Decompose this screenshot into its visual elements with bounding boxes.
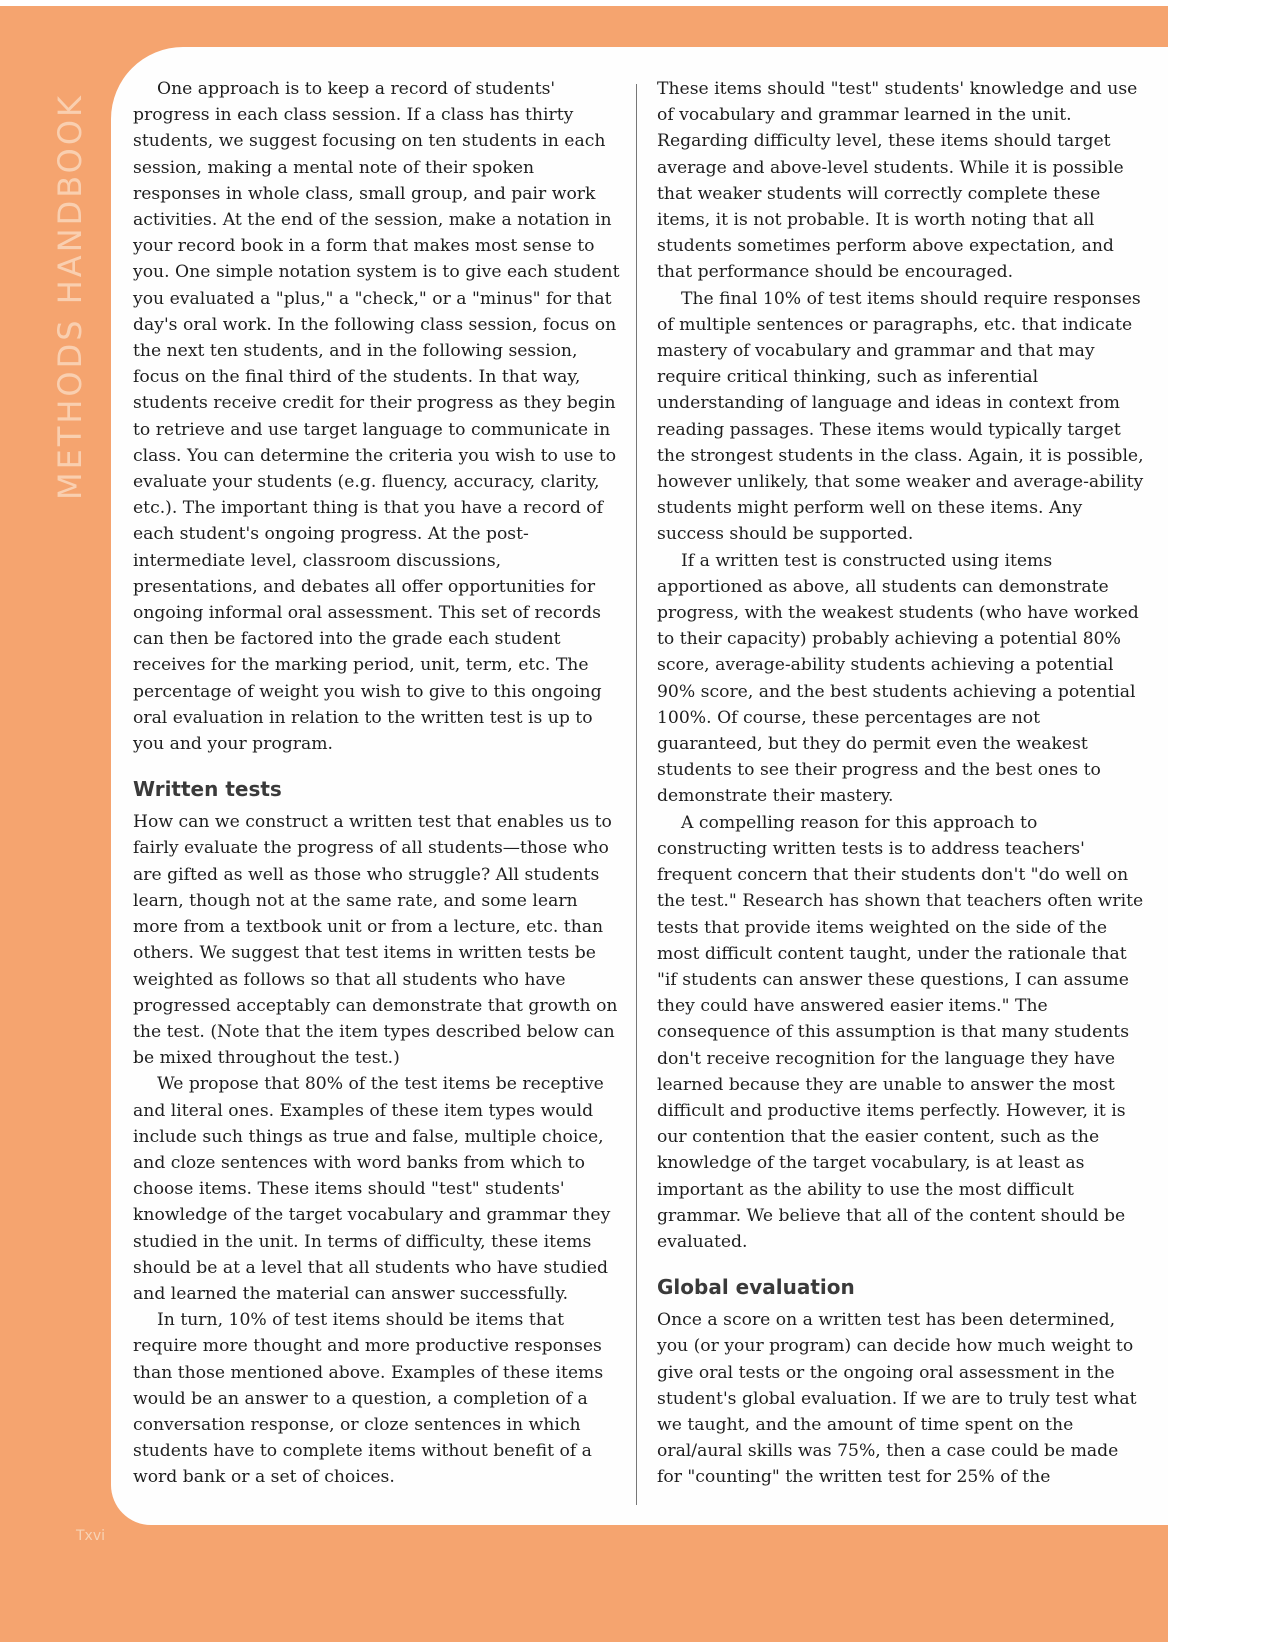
page-number: Txvi	[76, 1528, 106, 1544]
side-title: METHODS HANDBOOK	[51, 92, 89, 500]
right-paragraph-4: A compelling reason for this approach to constructing written tests is to address teachers' frequent concern that their students don't "do well on the test." Research has shown that teachers often write tests that provide items weighted on the side of the most difficult content taught, under the rationale that "if students can answer these questions, I can assume they could have answered easier items." The consequence of this assumption is that many students don't receive recognition for the language they have learned because they are unable to answer the most difficult and productive items perfectly. However, it is our contention that the easier content, such as the knowledge of the target vocabulary, is at least as important as the ability to use the most difficult grammar. We believe that all of the content should be evaluated.	[657, 812, 1144, 1252]
written-tests-heading: Written tests	[133, 777, 282, 802]
right-column	[657, 76, 1147, 1491]
right-paragraph-3: If a written test is constructed using items apportioned as above, all students can demonstrate progress, with the weakest students (who have worked to their capacity) probably achieving a potential 80% score, average-ability students achieving a potential 90% score, and the best students achieving a potential 100%. Of course, these percentages are not guaranteed, but they do permit even the weakest students to see their progress and the best ones to demonstrate their mastery.	[657, 550, 1139, 807]
left-paragraph-2: How can we construct a written test that enables us to fairly evaluate the progress of all students—those who are gifted as well as those who struggle? All students learn, though not at the same rate, and some learn more from a textbook unit or from a lecture, etc. than others. We suggest that test items in written tests be weighted as follows so that all students who have progressed acceptably can demonstrate that growth on the test. (Note that the item types described below can be mixed throughout the test.)	[133, 812, 618, 1069]
column-divider	[636, 84, 637, 1505]
right-paragraph-2: The final 10% of test items should require responses of multiple sentences or paragraphs, etc. that indicate mastery of vocabulary and grammar and that may require critical thinking, such as inferential understanding of language and ideas in context from reading passages. These items would typically target the strongest students in the class. Again, it is possible, however unlikely, that some weaker and average-ability students might perform well on these items. Any success should be supported.	[657, 288, 1144, 545]
left-paragraph-4: In turn, 10% of test items should be items that require more thought and more productive responses than those mentioned above. Examples of these items would be an answer to a question, a completion of a conversation response, or cloze sentences in which students have to complete items without benefit of a word bank or a set of choices.	[133, 1310, 604, 1488]
global-evaluation-heading: Global evaluation	[657, 1275, 855, 1300]
left-paragraph-1: One approach is to keep a record of students' progress in each class session. If a class has thirty students, we suggest focusing on ten students in each session, making a mental note of their spoken responses in whole class, small group, and pair work activities. At the end of the session, make a notation in your record book in a form that makes most sense to you. One simple notation system is to give each student you evaluated a "plus," a "check," or a "minus" for that day's oral work. In the following class session, focus on the next ten students, and in the following session, focus on the final third of the students. In that way, students receive credit for their progress as they begin to retrieve and use target language to communicate in class. You can determine the criteria you wish to use to evaluate your students (e.g. fluency, accuracy, clarity, etc.). The important thing is that you have a record of each student's ongoing progress. At the post-intermediate level, classroom discussions, presentations, and debates all offer opportunities for ongoing informal oral assessment. This set of records can then be factored into the grade each student receives for the marking period, unit, term, etc. The percentage of weight you wish to give to this ongoing oral evaluation in relation to the written test is up to you and your program.	[133, 79, 620, 755]
left-column	[133, 76, 623, 1491]
left-paragraph-3: We propose that 80% of the test items be receptive and literal ones. Examples of these item types would include such things as true and false, multiple choice, and cloze sentences with word banks from which to choose items. These items should "test" students' knowledge of the target vocabulary and grammar they studied in the unit. In terms of difficulty, these items should be at a level that all students who have studied and learned the material can answer successfully.	[133, 1074, 611, 1304]
right-paragraph-1: These items should "test" students' knowledge and use of vocabulary and grammar learned in the unit. Regarding difficulty level, these items should target average and above-level students. While it is possible that weaker students will correctly complete these items, it is not probable. It is worth noting that all students sometimes perform above expectation, and that performance should be encouraged.	[657, 79, 1138, 283]
right-paragraph-5: Once a score on a written test has been determined, you (or your program) can decide how much weight to give oral tests or the ongoing oral assessment in the student's global evaluation. If we are to truly test what we taught, and the amount of time spent on the oral/aural skills was 75%, then a case could be made for "counting" the written test for 25% of the	[657, 1310, 1137, 1488]
